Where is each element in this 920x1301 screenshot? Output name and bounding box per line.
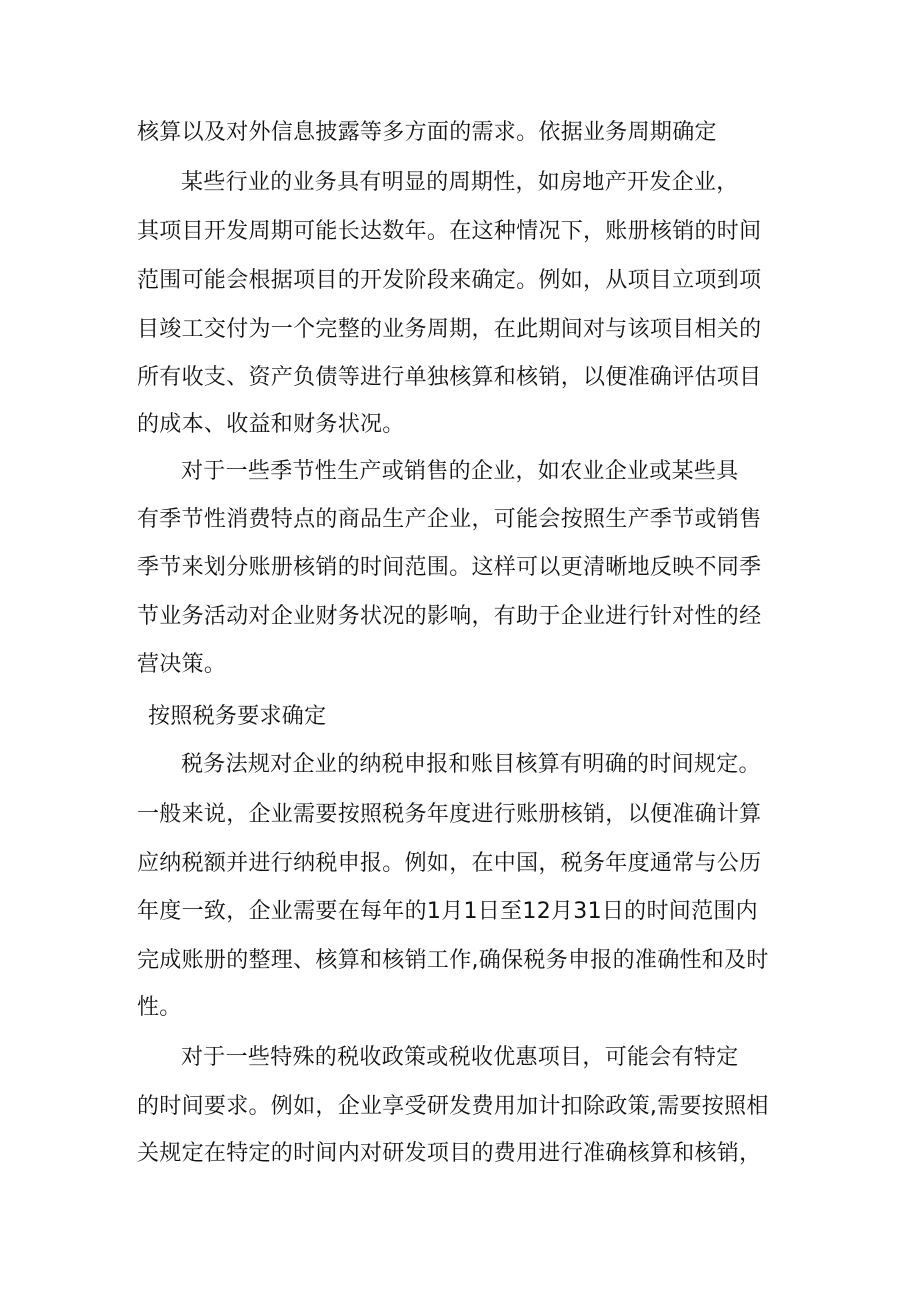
text-line: 年度一致，企业需要在每年的1月1日至12月31日的时间范围内 xyxy=(137,899,758,924)
text-line: 完成账册的整理、核算和核销工作,确保税务申报的准确性和及时 xyxy=(137,948,769,973)
text-line: 对于一些特殊的税收政策或税收优惠项目，可能会有特定 xyxy=(181,1045,739,1070)
text-line: 季节来划分账册核销的时间范围。这样可以更清晰地反映不同季 xyxy=(137,555,762,580)
text-line: 所有收支、资产负债等进行单独核算和核销，以便准确评估项目 xyxy=(137,365,762,390)
text-line: 性。 xyxy=(137,995,182,1020)
text-line: 应纳税额并进行纳税申报。例如，在中国，税务年度通常与公历 xyxy=(137,851,762,876)
section-heading: 按照税务要求确定 xyxy=(148,704,327,729)
text-line: 目竣工交付为一个完整的业务周期，在此期间对与该项目相关的 xyxy=(137,317,762,342)
text-line: 营决策。 xyxy=(137,652,227,677)
text-line: 关规定在特定的时间内对研发项目的费用进行准确核算和核销， xyxy=(137,1141,762,1166)
text-line: 有季节性消费特点的商品生产企业，可能会按照生产季节或销售 xyxy=(137,507,762,532)
text-line: 的成本、收益和财务状况。 xyxy=(137,412,405,437)
text-line: 一般来说，企业需要按照税务年度进行账册核销，以便准确计算 xyxy=(137,802,762,827)
text-line: 某些行业的业务具有明显的周期性，如房地产开发企业， xyxy=(181,170,739,195)
text-line: 节业务活动对企业财务状况的影响，有助于企业进行针对性的经 xyxy=(137,604,762,629)
text-line: 的时间要求。例如，企业享受研发费用加计扣除政策,需要按照相 xyxy=(137,1094,769,1119)
text-line: 对于一些季节性生产或销售的企业，如农业企业或某些具 xyxy=(181,459,739,484)
text-line: 范围可能会根据项目的开发阶段来确定。例如，从项目立项到项 xyxy=(137,268,762,293)
text-line: 其项目开发周期可能长达数年。在这种情况下，账册核销的时间 xyxy=(137,219,762,244)
text-line: 核算以及对外信息披露等多方面的需求。依据业务周期确定 xyxy=(137,120,717,145)
text-line: 税务法规对企业的纳税申报和账目核算有明确的时间规定。 xyxy=(181,752,761,777)
